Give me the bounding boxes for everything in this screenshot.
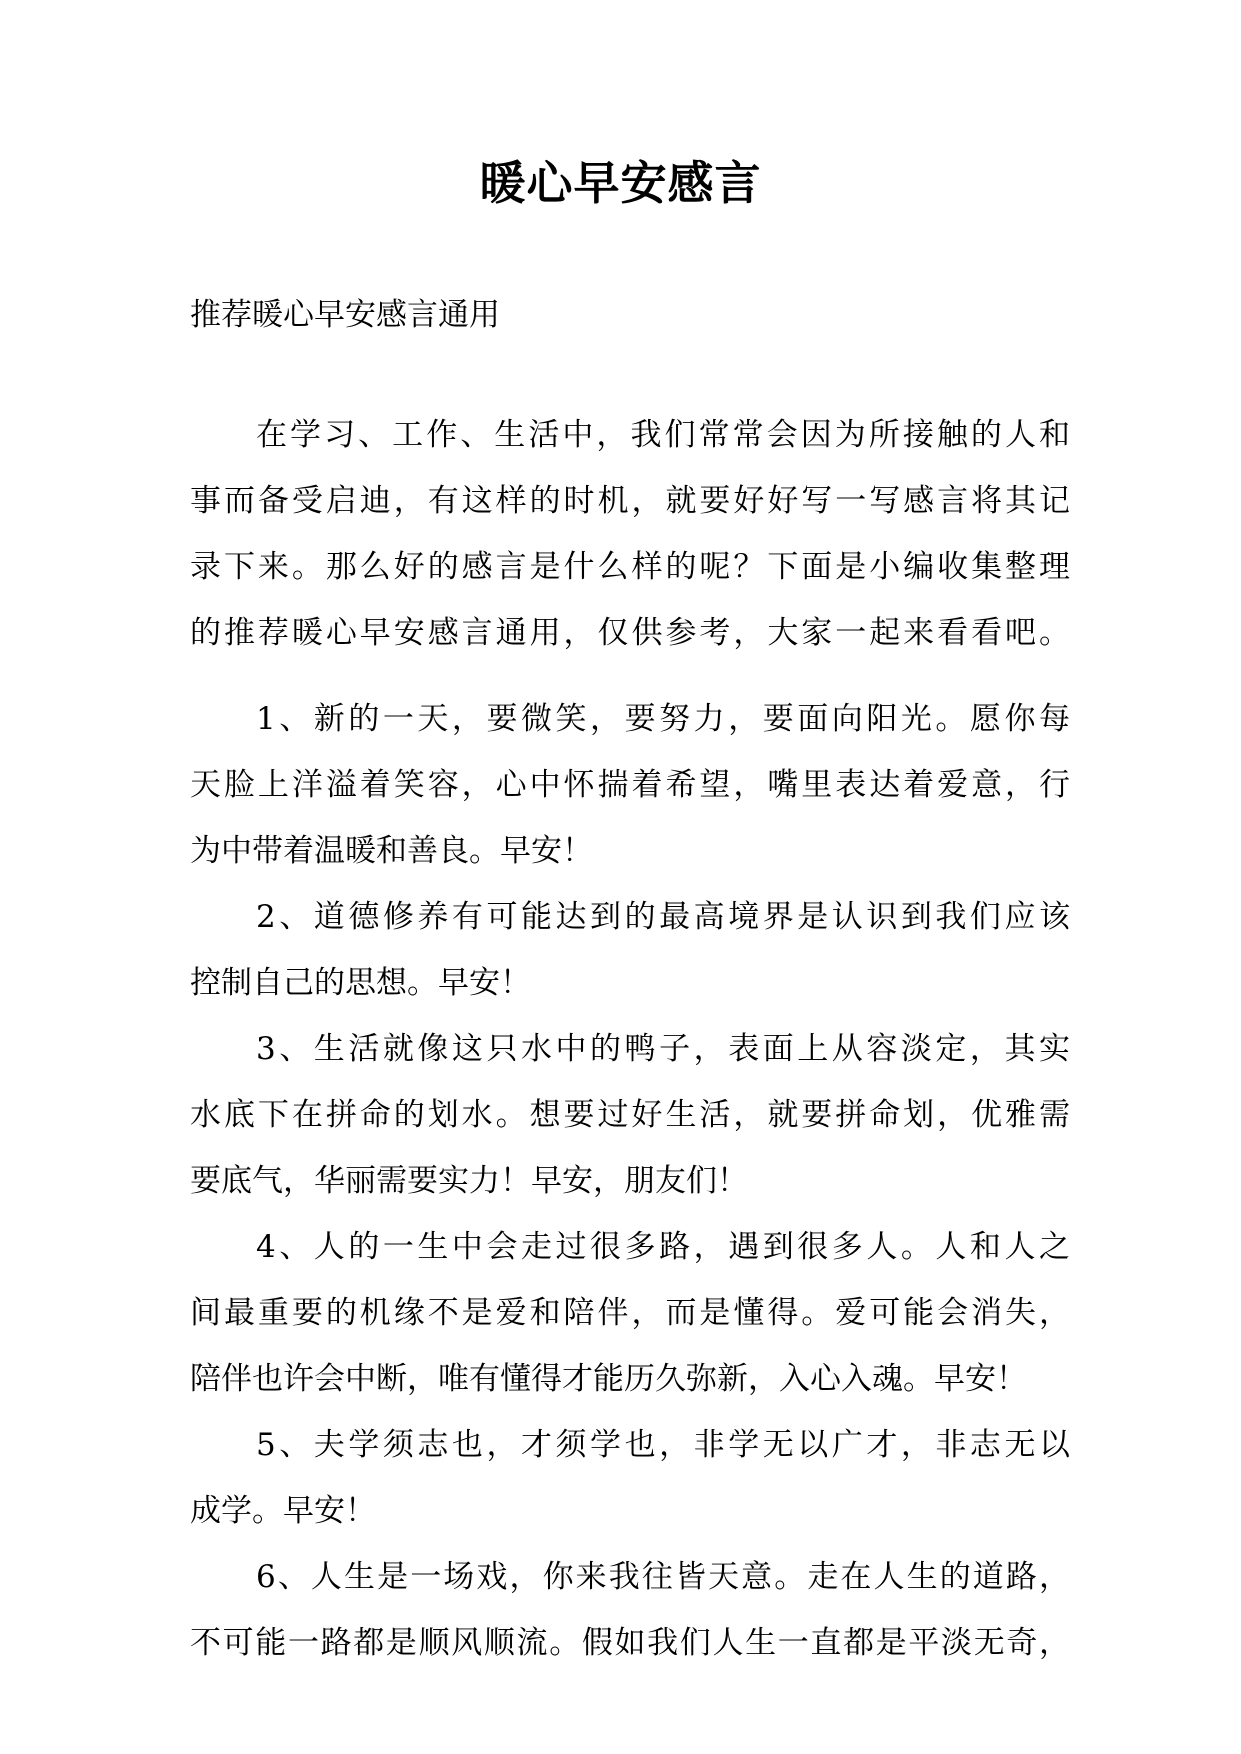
- paragraph-line: 2、道德修养有可能达到的最高境界是认识到我们应该: [256, 899, 1070, 935]
- list-item: [190, 1016, 1070, 1214]
- paragraph-line: 控制自己的思想。早安！: [190, 965, 531, 1001]
- document-subtitle: 推荐暖心早安感言通用: [190, 297, 500, 333]
- list-item: [190, 1412, 1070, 1544]
- paragraph-line: 事而备受启迪，有这样的时机，就要好好写一写感言将其记: [190, 483, 1070, 519]
- paragraph-line: 水底下在拼命的划水。想要过好生活，就要拼命划，优雅需: [190, 1097, 1070, 1133]
- list-item: [190, 1544, 1070, 1676]
- list-item: [190, 1214, 1070, 1412]
- document-title: 暖心早安感言: [479, 156, 762, 210]
- list-item: [190, 686, 1070, 884]
- paragraph-line: 天脸上洋溢着笑容，心中怀揣着希望，嘴里表达着爱意，行: [190, 767, 1070, 803]
- intro-paragraph: [190, 402, 1070, 666]
- paragraph-line: 5、夫学须志也，才须学也，非学无以广才，非志无以: [256, 1427, 1070, 1463]
- paragraph-line: 间最重要的机缘不是爱和陪伴，而是懂得。爱可能会消失，: [190, 1295, 1070, 1331]
- paragraph-line: 的推荐暖心早安感言通用，仅供参考，大家一起来看看吧。: [190, 615, 1070, 651]
- paragraph-line: 录下来。那么好的感言是什么样的呢？下面是小编收集整理: [190, 549, 1070, 585]
- paragraph-line: 成学。早安！: [190, 1493, 376, 1529]
- paragraph-line: 在学习、工作、生活中，我们常常会因为所接触的人和: [256, 417, 1070, 453]
- paragraph-line: 3、生活就像这只水中的鸭子，表面上从容淡定，其实: [256, 1031, 1070, 1067]
- paragraph-line: 陪伴也许会中断，唯有懂得才能历久弥新，入心入魂。早安！: [190, 1361, 1027, 1397]
- paragraph-line: 不可能一路都是顺风顺流。假如我们人生一直都是平淡无奇，: [190, 1625, 1070, 1661]
- paragraph-line: 要底气，华丽需要实力！早安，朋友们！: [190, 1163, 748, 1199]
- paragraph-line: 为中带着温暖和善良。早安！: [190, 833, 593, 869]
- paragraph-line: 6、人生是一场戏，你来我往皆天意。走在人生的道路，: [256, 1559, 1070, 1595]
- paragraph-line: 4、人的一生中会走过很多路，遇到很多人。人和人之: [256, 1229, 1070, 1265]
- paragraph-line: 1、新的一天，要微笑，要努力，要面向阳光。愿你每: [256, 701, 1070, 737]
- list-item: [190, 884, 1070, 1016]
